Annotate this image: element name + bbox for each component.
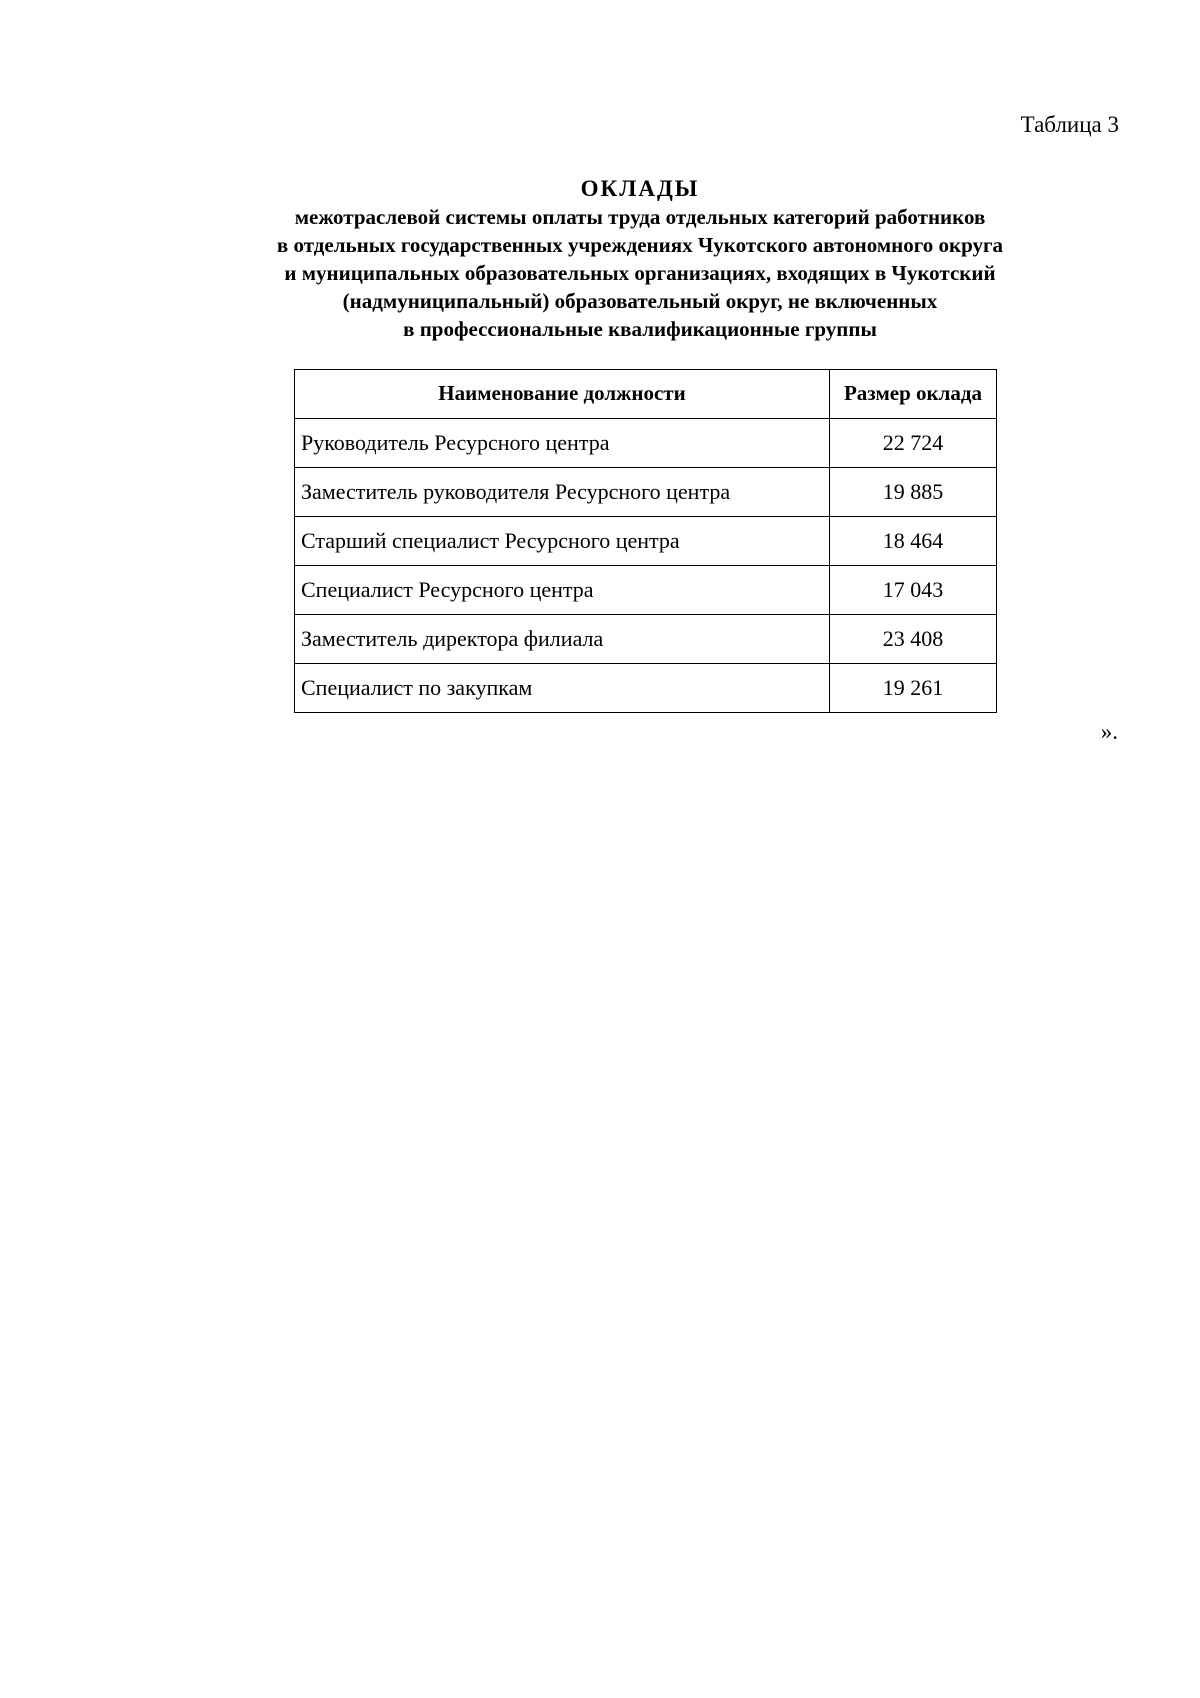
table-row [295, 517, 997, 566]
salary-amount-cell: 23 408 [830, 615, 997, 664]
header-position-name: Наименование должности [295, 370, 830, 419]
salary-table [294, 369, 997, 713]
table-row [295, 566, 997, 615]
position-name-cell: Специалист по закупкам [295, 664, 830, 713]
salary-amount-cell: 22 724 [830, 419, 997, 468]
table-number-label: Таблица 3 [1020, 112, 1119, 137]
heading-line: (надмуниципальный) образовательный округ, не включенных [342, 289, 938, 313]
position-name-cell: Старший специалист Ресурсного центра [295, 517, 830, 566]
table-row [295, 615, 997, 664]
closing-quote-mark: ». [1100, 719, 1118, 744]
heading-line: и муниципальных образовательных организациях, входящих в Чукотский [284, 261, 996, 285]
position-name-cell: Заместитель директора филиала [295, 615, 830, 664]
table-header-row [295, 370, 997, 419]
document-heading [150, 175, 1130, 343]
heading-line: в отдельных государственных учреждениях Чукотского автономного округа [276, 233, 1004, 257]
salary-amount-cell: 18 464 [830, 517, 997, 566]
position-name-cell: Заместитель руководителя Ресурсного центра [295, 468, 830, 517]
salary-amount-cell: 17 043 [830, 566, 997, 615]
table-row [295, 419, 997, 468]
salary-amount-cell: 19 261 [830, 664, 997, 713]
header-salary-amount: Размер оклада [830, 370, 997, 419]
position-name-cell: Руководитель Ресурсного центра [295, 419, 830, 468]
salary-amount-cell: 19 885 [830, 468, 997, 517]
position-name-cell: Специалист Ресурсного центра [295, 566, 830, 615]
table-row [295, 468, 997, 517]
heading-line: межотраслевой системы оплаты труда отдельных категорий работников [294, 205, 986, 229]
heading-line: в профессиональные квалификационные группы [403, 317, 877, 341]
table-row [295, 664, 997, 713]
heading-title: ОКЛАДЫ [580, 176, 700, 201]
